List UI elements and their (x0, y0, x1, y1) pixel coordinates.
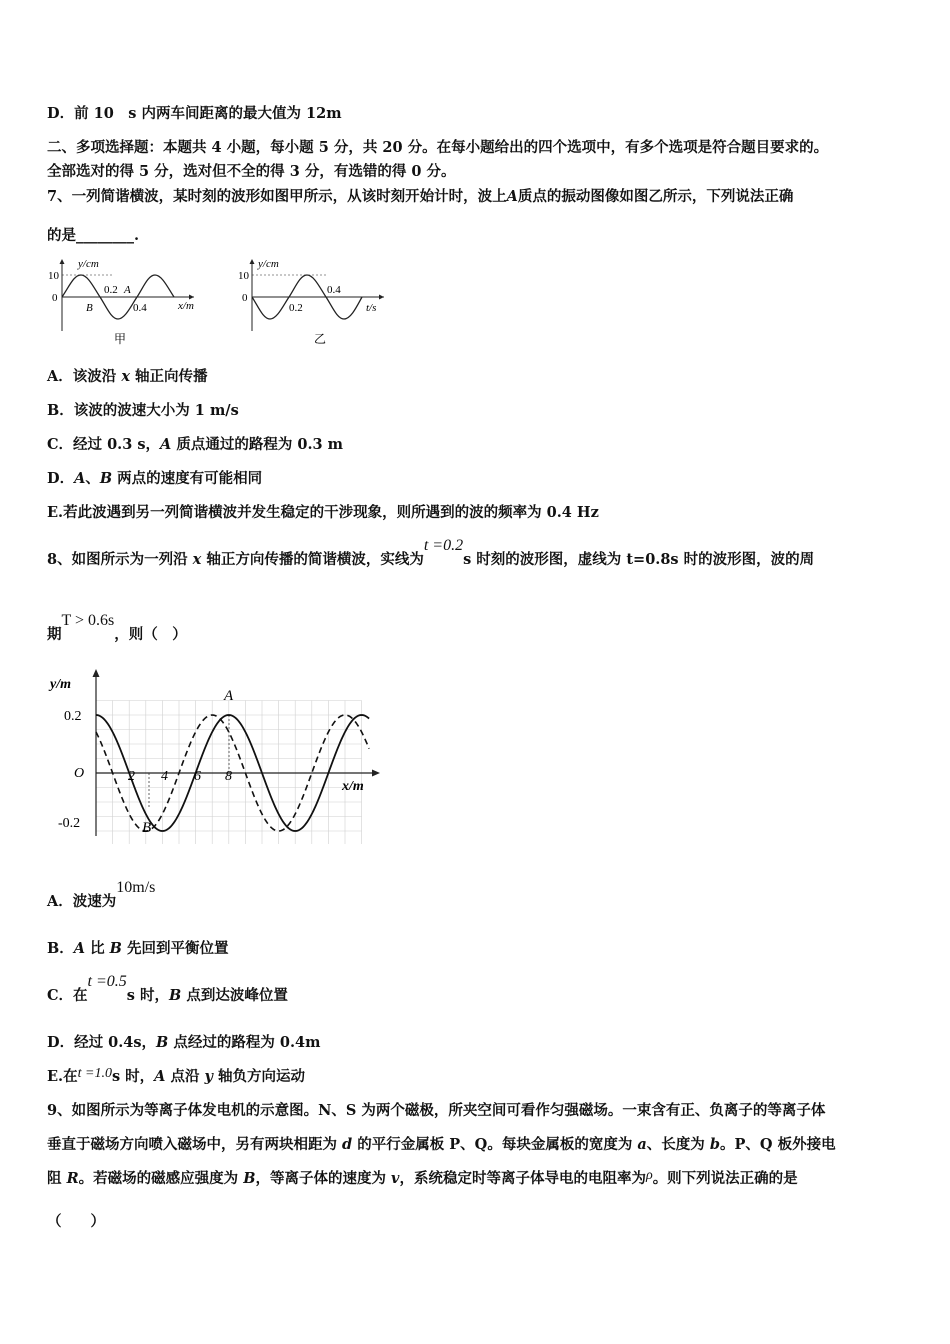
jia-y-arrow (60, 259, 65, 264)
jia-label-a: A (124, 284, 131, 296)
yi-xlabel: t/s (366, 302, 377, 314)
q8-opte-text-4: 轴负方向运动 (212, 1068, 306, 1085)
yi-ylabel: y/cm (258, 258, 279, 270)
q8-x-arrow (372, 770, 380, 777)
yi-y10: 10 (238, 270, 249, 282)
q7-option-b: B．该波的波速大小为 1 m/s (47, 402, 239, 419)
q8-xlabel: x/m (342, 779, 364, 794)
jia-t02: 0.2 (104, 284, 118, 296)
q7-optc-text: C．经过 0.3 s， (47, 436, 161, 453)
q8-ylabel: y/m (50, 677, 71, 692)
jia-t04: 0.4 (133, 302, 147, 314)
q9-l2-text: 垂直于磁场方向喷入磁场中，另有两块相距为 (47, 1136, 343, 1153)
jia-label-b: B (86, 302, 93, 314)
q9-l3-text-2: 。若磁场的磁感应强度为 (78, 1170, 244, 1187)
q7-option-d (47, 469, 262, 489)
q7-optd-text-2: 两点的速度有可能相同 (112, 470, 263, 487)
q8-option-d (47, 1033, 320, 1053)
q8-opte-text-3: 点沿 (165, 1068, 205, 1085)
q8-opte-text-2: s 时， (111, 1068, 155, 1085)
q8-stem-text: 8、如图所示为一列沿 (47, 551, 193, 568)
yi-t02: 0.2 (289, 302, 303, 314)
q8-optb-b: B (109, 940, 122, 957)
q8-optb-text-2: 先回到平衡位置 (121, 940, 229, 957)
q8-opte-y: y (204, 1068, 213, 1085)
q9-l2-text-2: 的平行金属板 P、Q。每块金属板的宽度为 (352, 1136, 638, 1153)
q7-stem-line2: 的是________. (47, 227, 140, 244)
yi-t04: 0.4 (327, 284, 341, 296)
yi-y0: 0 (242, 292, 248, 304)
q9-line1: 9、如图所示为等离子体发电机的示意图。N、S 为两个磁极，所夹空间可看作匀强磁场。一束含有正、负离子的等离子体 (47, 1102, 826, 1119)
q8-stem-text-3: s 时刻的波形图，虚线为 t=0.8s 时的波形图，波的周 (463, 551, 815, 568)
q7-opta-x: x (121, 368, 130, 385)
q8-xtick-6: 6 (194, 769, 201, 784)
q7-opta-text-2: 轴正向传播 (129, 368, 208, 385)
q8-optd-text: D．经过 0.4s， (47, 1034, 157, 1051)
yi-caption: 乙 (314, 332, 327, 346)
q9-l2-b: b (709, 1136, 720, 1153)
yi-y-arrow (250, 259, 255, 264)
q8-optb-a: A (73, 940, 86, 957)
q8-optb-mid: 比 (85, 940, 110, 957)
section2-line2: 全部选对的得 5 分，选对但不全的得 3 分，有选错的得 0 分。 (47, 163, 456, 180)
q7-optc-a: A (160, 436, 172, 453)
q8-option-a (47, 879, 156, 912)
q8-stem-text-2: 轴正方向传播的简谐横波，实线为 (201, 551, 424, 568)
q9-line3 (47, 1169, 798, 1190)
q8-xtick-4: 4 (161, 769, 168, 784)
q7-option-a (47, 367, 208, 387)
q8-origin-label: O (74, 766, 85, 781)
q9-l3-b: B (243, 1170, 256, 1187)
jia-y0: 0 (52, 292, 58, 304)
q8-stem-text-4: 期 (47, 626, 62, 643)
q7-optc-text-2: 质点通过的路程为 0.3 m (171, 436, 344, 453)
q7-optd-mid: 、 (85, 470, 100, 487)
jia-ylabel: y/cm (78, 258, 99, 270)
q7-stem-line1 (47, 187, 793, 207)
q8-optc-text-2: s 时， (126, 987, 170, 1004)
q8-optc-b: B (169, 987, 182, 1004)
q8-opte-math: t =1.0 (77, 1066, 112, 1081)
q8-point-a: A (224, 688, 234, 704)
q8-stem-line2 (47, 612, 187, 645)
jia-x-arrow (189, 295, 194, 300)
q9-l3-rho: ρ (645, 1168, 653, 1183)
jia-xlabel: x/m (178, 300, 194, 312)
q7-option-e: E.若此波遇到另一列简谐横波并发生稳定的干涉现象，则所遇到的波的频率为 0.4 Hz (47, 504, 599, 521)
section2-line1: 二、多项选择题：本题共 4 小题，每小题 5 分，共 20 分。在每小题给出的四个选项中，有多个选项是符合题目要求的。 (47, 139, 829, 156)
q8-optd-text-2: 点经过的路程为 0.4m (168, 1034, 321, 1051)
q8-optd-b: B (156, 1034, 169, 1051)
q9-l3-text-4: ，系统稳定时等离子体导电的电阻率为 (399, 1170, 646, 1187)
q9-l2-text-4: 。P、Q 板外接电 (719, 1136, 836, 1153)
q9-l2-text-3: 、长度为 (646, 1136, 710, 1153)
q8-ytick-top: 0.2 (64, 709, 82, 724)
q8-optc-math: t =0.5 (87, 973, 127, 990)
q8-point-b: B (142, 820, 152, 836)
q9-line4: （ ） (47, 1213, 105, 1230)
q8-option-c (47, 973, 288, 1006)
q9-l3-text-3: ，等离子体的速度为 (255, 1170, 392, 1187)
q9-l3-text: 阻 (47, 1170, 67, 1187)
q8-opte-a: A (154, 1068, 166, 1085)
q8-stem-math-period: T > 0.6s (61, 612, 115, 629)
q8-stem-line1 (47, 537, 815, 570)
q9-l3-text-5: 。则下列说法正确的是 (652, 1170, 798, 1187)
q8-option-e (47, 1067, 305, 1088)
q8-y-arrow (93, 669, 100, 677)
yi-x-arrow (379, 295, 384, 300)
q7-optd-b: B (99, 470, 113, 487)
jia-caption: 甲 (114, 332, 127, 346)
q8-xtick-2: 2 (128, 769, 135, 784)
q7-stem-point: A (506, 188, 518, 205)
q7-figure-yi (234, 255, 400, 347)
q7-stem-text: 7、一列简谐横波，某时刻的波形如图甲所示，从该时刻开始计时，波上 (47, 188, 507, 205)
q8-opta-math: 10m/s (116, 879, 156, 896)
q7-stem-text-2: 质点的振动图像如图乙所示，下列说法正确 (517, 188, 794, 205)
q9-l2-d: d (342, 1136, 353, 1153)
q8-stem-text-5: ，则（ ） (114, 626, 187, 643)
q9-l3-r: R (66, 1170, 79, 1187)
q9-line2 (47, 1135, 836, 1155)
q8-opte-text: E.在 (47, 1068, 78, 1085)
q8-optb-text: B． (47, 940, 74, 957)
q8-stem-x: x (192, 551, 202, 568)
q8-optc-text: C．在 (47, 987, 88, 1004)
q7-opta-text: A．该波沿 (47, 368, 122, 385)
q7-optd-text: D． (47, 470, 75, 487)
q8-opta-text: A．波速为 (47, 893, 117, 910)
q8-option-b (47, 939, 228, 959)
q7-figure-jia (44, 255, 216, 347)
q6-option-d: D．前 10 s 内两车间距离的最大值为 12m (47, 105, 342, 122)
q9-l3-v: v (391, 1170, 400, 1187)
q8-optc-text-3: 点到达波峰位置 (181, 987, 288, 1004)
q9-l2-a: a (637, 1136, 647, 1153)
jia-y10: 10 (48, 270, 59, 282)
q8-xtick-8: 8 (225, 769, 232, 784)
q8-wave-chart (44, 664, 384, 844)
q7-option-c (47, 435, 343, 455)
q8-ytick-bottom: -0.2 (58, 816, 81, 831)
q7-optd-a: A (74, 470, 86, 487)
q8-stem-math-t: t =0.2 (423, 537, 464, 554)
